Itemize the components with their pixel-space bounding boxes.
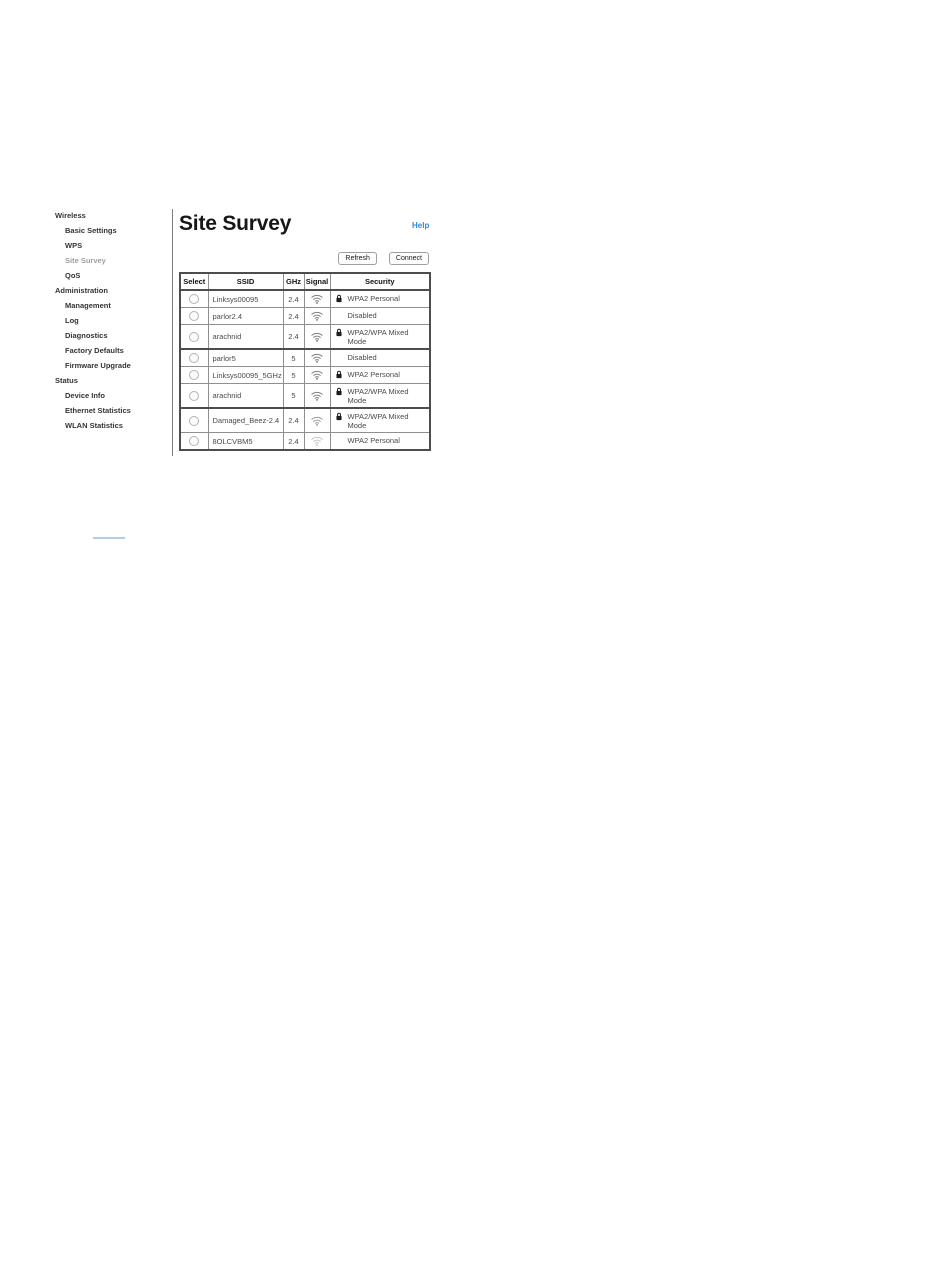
ghz-cell: 5 [283, 349, 304, 367]
wifi-signal-icon [311, 353, 323, 363]
wifi-signal-icon [311, 294, 323, 304]
table-row-linksys00095-5ghz-5 [180, 367, 430, 384]
sidebar-item-wlan-statistics[interactable]: WLAN Statistics [65, 421, 123, 430]
sidebar [55, 208, 165, 433]
sidebar-section-status[interactable]: Status [55, 376, 78, 385]
ssid-cell: Linksys00095 [208, 290, 283, 308]
stray-blue-line [93, 537, 125, 539]
toolbar [180, 252, 429, 265]
column-header-ssid: SSID [208, 273, 283, 290]
security-label: WPA2/WPA Mixed Mode [347, 387, 409, 405]
connect-button[interactable]: Connect [389, 252, 429, 265]
lock-icon [335, 370, 343, 379]
select-radio[interactable] [189, 332, 199, 342]
sidebar-item-factory-defaults[interactable]: Factory Defaults [65, 346, 124, 355]
column-header-select: Select [180, 273, 208, 290]
wifi-signal-icon [311, 416, 323, 426]
lock-icon [335, 328, 343, 337]
sidebar-item-diagnostics[interactable]: Diagnostics [65, 331, 108, 340]
page-title: Site Survey [179, 212, 292, 235]
ghz-cell: 5 [283, 367, 304, 384]
ssid-cell: parlor5 [208, 349, 283, 367]
content-divider [172, 209, 173, 456]
wifi-signal-icon [311, 370, 323, 380]
select-radio[interactable] [189, 436, 199, 446]
wifi-signal-icon [311, 391, 323, 401]
table-row-parlor5-5 [180, 349, 430, 367]
table-body [180, 290, 430, 450]
site-survey-table [179, 272, 431, 451]
security-label: Disabled [347, 353, 377, 362]
refresh-button[interactable]: Refresh [338, 252, 377, 265]
ghz-cell: 5 [283, 384, 304, 409]
wifi-signal-icon [311, 332, 323, 342]
select-radio[interactable] [189, 391, 199, 401]
select-radio[interactable] [189, 416, 199, 426]
sidebar-item-log[interactable]: Log [65, 316, 79, 325]
select-radio[interactable] [189, 294, 199, 304]
help-link[interactable]: Help [412, 221, 430, 230]
ssid-cell: arachnid [208, 384, 283, 409]
ssid-cell: Linksys00095_5GHz [208, 367, 283, 384]
lock-icon [335, 294, 343, 303]
table-header-row [180, 273, 430, 290]
ghz-cell: 2.4 [283, 433, 304, 451]
table-row-parlor2-4-2-4 [180, 308, 430, 325]
select-radio[interactable] [189, 353, 199, 363]
sidebar-item-basic-settings[interactable]: Basic Settings [65, 226, 117, 235]
ssid-cell: 8OLCVBM5 [208, 433, 283, 451]
sidebar-item-wps[interactable]: WPS [65, 241, 83, 250]
table-row-damaged-beez-2-4-2-4 [180, 408, 430, 433]
security-label: WPA2 Personal [347, 294, 400, 303]
sidebar-item-site-survey[interactable]: Site Survey [65, 256, 106, 265]
security-label: Disabled [347, 311, 377, 320]
sidebar-item-device-info[interactable]: Device Info [65, 391, 106, 400]
security-label: WPA2 Personal [347, 370, 400, 379]
security-label: WPA2 Personal [347, 436, 400, 445]
sidebar-section-administration[interactable]: Administration [55, 286, 108, 295]
ghz-cell: 2.4 [283, 408, 304, 433]
select-radio[interactable] [189, 311, 199, 321]
select-radio[interactable] [189, 370, 199, 380]
table-row-arachnid-5 [180, 384, 430, 409]
lock-icon [335, 387, 343, 396]
table-row-arachnid-2-4 [180, 325, 430, 350]
security-label: WPA2/WPA Mixed Mode [347, 328, 409, 346]
sidebar-section-wireless[interactable]: Wireless [55, 211, 86, 220]
lock-icon [335, 412, 343, 421]
ssid-cell: parlor2.4 [208, 308, 283, 325]
column-header-signal: Signal [304, 273, 330, 290]
wifi-signal-icon [311, 311, 323, 321]
sidebar-item-ethernet-statistics[interactable]: Ethernet Statistics [65, 406, 131, 415]
ssid-cell: Damaged_Beez-2.4 [208, 408, 283, 433]
column-header-security: Security [330, 273, 430, 290]
ghz-cell: 2.4 [283, 290, 304, 308]
column-header-ghz: GHz [283, 273, 304, 290]
wifi-signal-icon [311, 436, 323, 446]
ssid-cell: arachnid [208, 325, 283, 350]
sidebar-item-qos[interactable]: QoS [65, 271, 81, 280]
ghz-cell: 2.4 [283, 308, 304, 325]
table-row-8olcvbm5-2-4 [180, 433, 430, 451]
security-label: WPA2/WPA Mixed Mode [347, 412, 409, 430]
sidebar-item-firmware-upgrade[interactable]: Firmware Upgrade [65, 361, 131, 370]
ghz-cell: 2.4 [283, 325, 304, 350]
sidebar-item-management[interactable]: Management [65, 301, 111, 310]
table-row-linksys00095-2-4 [180, 290, 430, 308]
